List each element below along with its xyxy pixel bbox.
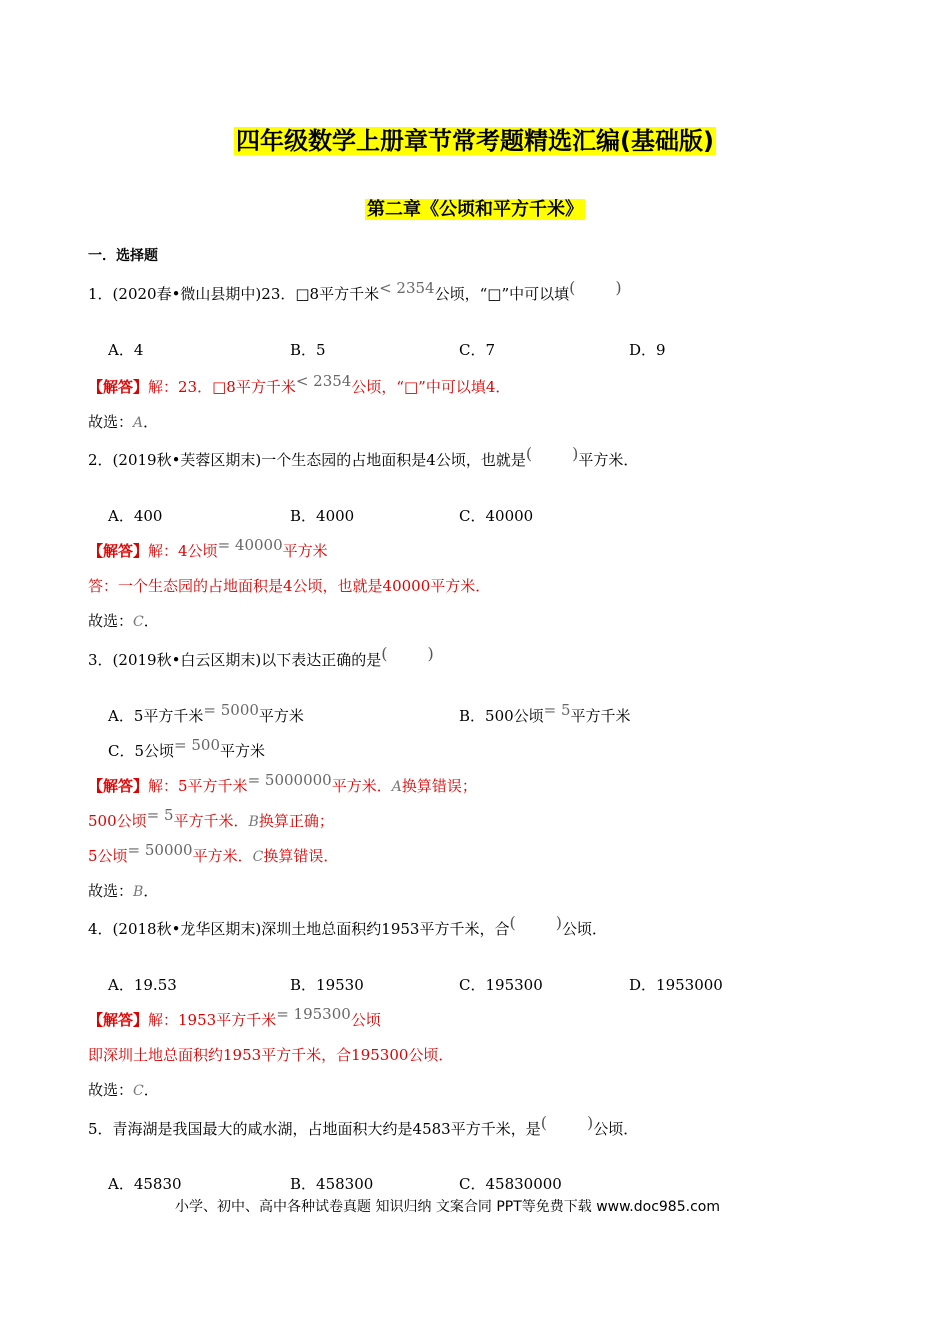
q5-option-b: B．458300	[290, 1175, 374, 1193]
q2-choice: 故选：C．	[88, 612, 159, 630]
q4-option-b: B．19530	[290, 976, 364, 994]
q4-choice: 故选：C．	[88, 1081, 159, 1099]
q4-option-a: A．19.53	[108, 976, 177, 994]
q3-option-b: B．500公顷= 5平方千米	[459, 701, 631, 725]
q4-option-d: D．1953000	[629, 976, 723, 994]
q5-option-c: C．45830000	[459, 1175, 562, 1193]
q1-answer: 【解答】解：23．□8平方千米< 2354公顷，“□”中可以填4．	[88, 372, 511, 396]
q4-answer: 【解答】解：1953平方千米= 195300公顷	[88, 1005, 381, 1029]
question-1: 1．(2020春•微山县期中)23．□8平方千米< 2354公顷，“□”中可以填( )	[88, 278, 622, 303]
question-2: 2．(2019秋•芙蓉区期末)一个生态园的占地面积是4公顷，也就是( )平方米．	[88, 444, 639, 469]
q2-option-b: B．4000	[290, 507, 355, 525]
q4-option-c: C．195300	[459, 976, 543, 994]
page-title	[0, 124, 950, 158]
question-5: 5．青海湖是我国最大的咸水湖，占地面积大约是4583平方千米，是( )公顷．	[88, 1113, 639, 1138]
q3-answer: 【解答】解：5平方千米= 5000000平方米．A换算错误；	[88, 771, 477, 795]
q3-option-a: A．5平方千米= 5000平方米	[108, 701, 304, 725]
q1-option-d: D．9	[629, 341, 666, 359]
q2-answer-line2: 答：一个生态园的占地面积是4公顷，也就是40000平方米．	[88, 577, 491, 595]
q2-option-a: A．400	[108, 507, 163, 525]
subtitle-text: 第二章《公顷和平方千米》	[367, 199, 583, 220]
q3-option-c: C．5公顷= 500平方米	[108, 736, 266, 760]
q1-option-b: B．5	[290, 341, 326, 359]
footer-text: 小学、初中、高中各种试卷真题 知识归纳 文案合同 PPT等免费下载 www.doc985.com	[175, 1199, 720, 1215]
q2-option-c: C．40000	[459, 507, 534, 525]
q3-answer-line2: 500公顷= 5平方千米．B换算正确；	[88, 806, 334, 830]
section-heading: 一．选择题	[88, 248, 158, 264]
q4-answer-line2: 即深圳土地总面积约1953平方千米，合195300公顷．	[88, 1046, 454, 1064]
q1-choice: 故选：A．	[88, 413, 159, 431]
question-4: 4．(2018秋•龙华区期末)深圳土地总面积约1953平方千米，合( )公顷．	[88, 913, 607, 938]
q1-option-c: C．7	[459, 341, 496, 359]
q3-choice: 故选：B．	[88, 882, 159, 900]
q3-answer-line3: 5公顷= 50000平方米．C换算错误．	[88, 841, 339, 865]
title-text: 四年级数学上册章节常考题精选汇编(基础版)	[236, 127, 714, 155]
question-3: 3．(2019秋•白云区期末)以下表达正确的是( )	[88, 644, 434, 669]
q2-answer: 【解答】解：4公顷= 40000平方米	[88, 536, 328, 560]
q1-option-a: A．4	[108, 341, 144, 359]
chapter-title	[0, 196, 950, 224]
q5-option-a: A．45830	[108, 1175, 182, 1193]
